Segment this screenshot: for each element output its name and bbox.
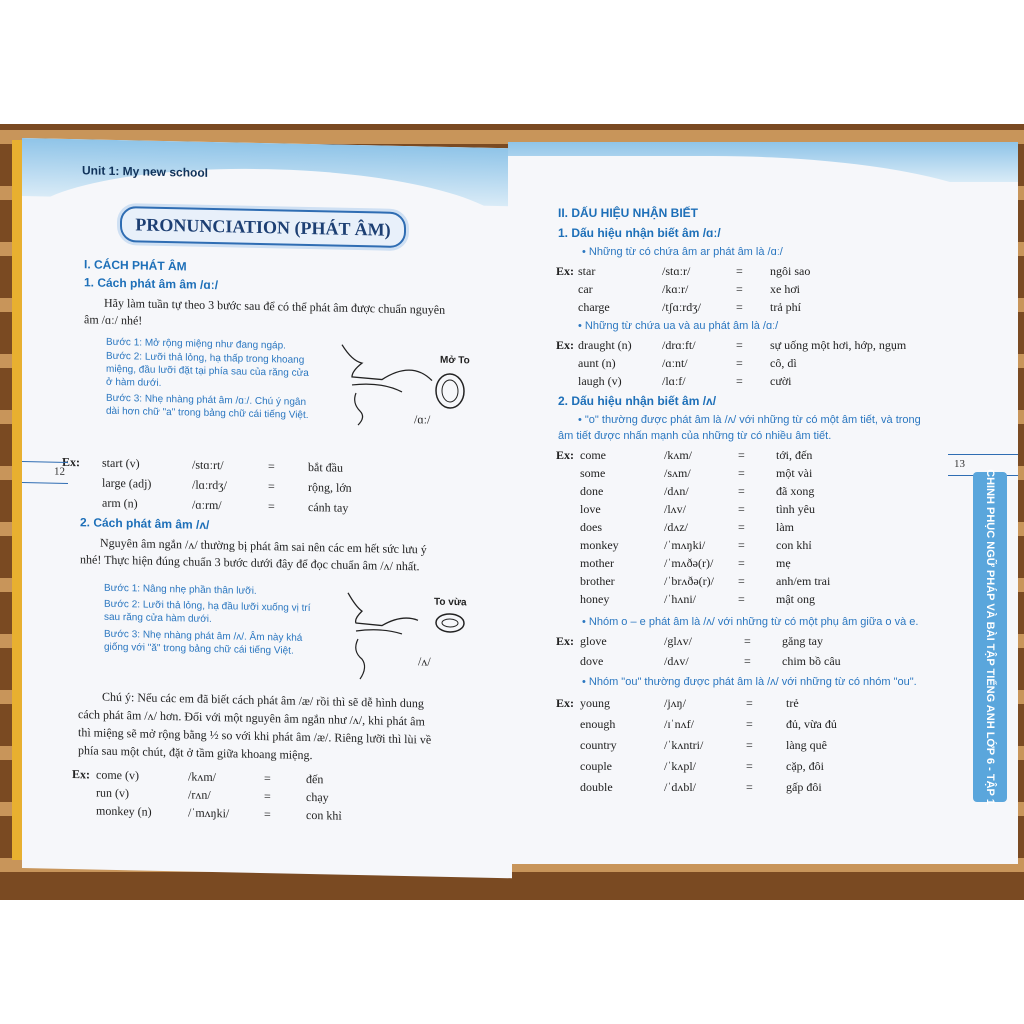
ex-word: large (adj) <box>102 475 152 491</box>
figure-symbol: /ɑː/ <box>414 412 431 427</box>
section-heading: I. CÁCH PHÁT ÂM <box>84 257 187 274</box>
ex-meaning: trẻ <box>786 696 799 710</box>
unit-header: Unit 1: My new school <box>82 163 209 180</box>
ex-word: run (v) <box>96 785 129 801</box>
ex-ipa: /dʌz/ <box>664 520 688 534</box>
page-number: 12 <box>54 465 65 478</box>
ex-ipa: /ˈdʌbl/ <box>664 780 696 794</box>
ex-ipa: /stɑːrt/ <box>192 457 224 473</box>
ex-eq: = <box>746 696 753 710</box>
ex-meaning: cô, dì <box>770 356 797 370</box>
ex-ipa: /sʌm/ <box>664 466 691 480</box>
note-text: cách phát âm /ʌ/ hơn. Đối với một nguyên âm ngắn như /ʌ/, khi phát âm <box>78 707 425 729</box>
ex-ipa: /dʌn/ <box>664 484 689 498</box>
step-text: Bước 1: Mở rộng miệng như đang ngáp. <box>106 336 286 352</box>
page-number: 13 <box>954 458 965 470</box>
ex-ipa: /jʌŋ/ <box>664 696 686 710</box>
subsection-heading: 1. Dấu hiệu nhận biết âm /ɑː/ <box>558 226 721 240</box>
ex-ipa: /glʌv/ <box>664 634 693 648</box>
ex-label: Ex: <box>556 448 574 462</box>
note-text: phía sau một chút, đặt ở tầm giữa khoang miệng. <box>78 743 313 763</box>
ex-eq: = <box>738 502 745 516</box>
ex-meaning: một vài <box>776 466 813 480</box>
figure-label: To vừa <box>434 596 467 609</box>
ex-ipa: /dʌv/ <box>664 654 689 668</box>
ex-meaning: đã xong <box>776 484 815 498</box>
ex-ipa: /lʌv/ <box>664 502 687 516</box>
ex-word: enough <box>580 717 616 731</box>
ex-ipa: /kʌm/ <box>188 769 217 785</box>
ex-word: aunt (n) <box>578 356 616 370</box>
ex-word: come (v) <box>96 767 139 783</box>
intro-text: Nguyên âm ngắn /ʌ/ thường bị phát âm sai nên các em hết sức lưu ý <box>100 535 427 557</box>
ex-ipa: /kɑːr/ <box>662 282 689 296</box>
intro-text: Hãy làm tuần tự theo 3 bước sau để có thể phát âm được chuẩn nguyên <box>104 295 446 317</box>
ex-eq: = <box>736 356 743 370</box>
ex-label: Ex: <box>556 634 574 648</box>
ex-eq: = <box>746 738 753 752</box>
step-text: Bước 2: Lưỡi thả lỏng, hạ thấp trong khoang miệng, đầu lưỡi đặt tại phía sau của răng cửa ở hàm dưới. <box>106 350 309 389</box>
ex-ipa: /ˈkʌntri/ <box>664 738 704 752</box>
ex-meaning: làm <box>776 520 794 534</box>
bullet-text: • Những từ chứa ua và au phát âm là /ɑː/ <box>578 320 779 332</box>
ex-word: car <box>578 282 593 296</box>
ex-meaning: con khỉ <box>306 807 342 823</box>
ex-word: come <box>580 448 606 462</box>
ex-meaning: tình yêu <box>776 502 815 516</box>
section-heading: II. DẤU HIỆU NHẬN BIẾT <box>558 206 699 220</box>
ex-word: dove <box>580 654 604 668</box>
ex-eq: = <box>736 282 743 296</box>
ex-eq: = <box>736 264 743 278</box>
ex-word: couple <box>580 759 612 773</box>
left-page <box>22 138 512 878</box>
ex-eq: = <box>264 807 271 822</box>
side-tab-text: CHINH PHỤC NGỮ PHÁP VÀ BÀI TẬP TIẾNG ANH LỚP 6 - TẬP 1 <box>984 469 996 805</box>
ex-ipa: /ɑːrm/ <box>192 497 222 513</box>
ex-label: Ex: <box>72 767 90 782</box>
note-text: thì miệng sẽ mở rộng bằng ½ so với khi phát âm /æ/. Riêng lưỡi thì lùi về <box>78 725 432 747</box>
ex-ipa: /ˈkʌpl/ <box>664 759 696 773</box>
right-page <box>508 142 1018 864</box>
ex-ipa: /ˈmʌŋki/ <box>664 538 706 552</box>
ex-eq: = <box>736 338 743 352</box>
ex-word: honey <box>580 592 610 606</box>
ex-eq: = <box>744 634 751 648</box>
ex-meaning: ngôi sao <box>770 264 811 278</box>
ex-word: draught (n) <box>578 338 632 352</box>
ex-meaning: cánh tay <box>308 499 349 515</box>
ex-word: star <box>578 264 596 278</box>
ex-eq: = <box>268 459 275 474</box>
note-text: Chú ý: Nếu các em đã biết cách phát âm /æ/ rồi thì sẽ dễ hình dung <box>102 689 424 711</box>
ex-meaning: cặp, đôi <box>786 759 824 773</box>
ex-ipa: /ˈbrʌðə(r)/ <box>664 574 714 588</box>
intro-text: âm /ɑː/ nhé! <box>84 312 143 328</box>
ex-eq: = <box>264 771 271 786</box>
ex-meaning: con khỉ <box>776 538 812 552</box>
pronunciation-title-box <box>120 206 406 248</box>
ex-word: country <box>580 738 617 752</box>
step-text: Bước 2: Lưỡi thả lỏng, hạ đầu lưỡi xuống vị trí sau răng cửa hàm dưới. <box>104 598 311 625</box>
figure-symbol: /ʌ/ <box>418 654 431 669</box>
ex-eq: = <box>738 484 745 498</box>
ex-eq: = <box>738 592 745 606</box>
bullet-text: • "o" thường được phát âm là /ʌ/ với những từ có một âm tiết, và trong <box>578 414 921 426</box>
ex-word: love <box>580 502 601 516</box>
ex-eq: = <box>738 520 745 534</box>
ex-meaning: chim bồ câu <box>782 654 841 668</box>
ex-meaning: sự uống một hơi, hớp, ngụm <box>770 338 907 352</box>
ex-word: mother <box>580 556 614 570</box>
ex-word: young <box>580 696 610 710</box>
ex-meaning: xe hơi <box>770 282 801 296</box>
ex-meaning: làng quê <box>786 738 827 752</box>
bullet-text: • Nhóm o – e phát âm là /ʌ/ với những từ có một phụ âm giữa o và e. <box>582 616 919 628</box>
ex-meaning: mẹ <box>776 556 791 570</box>
ex-eq: = <box>738 574 745 588</box>
ex-word: charge <box>578 300 610 314</box>
step-text: Bước 1: Nâng nhẹ phần thân lưỡi. <box>104 582 257 597</box>
ex-eq: = <box>268 479 275 494</box>
subsection-heading: 1. Cách phát âm âm /ɑː/ <box>84 275 219 293</box>
ex-eq: = <box>268 499 275 514</box>
ex-meaning: tới, đến <box>776 448 813 462</box>
ex-word: some <box>580 466 606 480</box>
ex-meaning: đủ, vừa đủ <box>786 717 837 731</box>
subsection-heading: 2. Dấu hiệu nhận biết âm /ʌ/ <box>558 394 717 408</box>
ex-word: start (v) <box>102 455 140 471</box>
ex-meaning: rộng, lớn <box>308 479 352 495</box>
ex-ipa: /tʃɑːrdʒ/ <box>662 300 701 314</box>
ex-word: monkey (n) <box>96 803 152 819</box>
ex-meaning: anh/em trai <box>776 574 831 588</box>
ex-ipa: /ˈmʌŋki/ <box>188 805 230 821</box>
ex-eq: = <box>736 300 743 314</box>
ex-eq: = <box>738 556 745 570</box>
figure-label: Mở To <box>440 354 470 367</box>
ex-ipa: /lɑːrdʒ/ <box>192 477 227 493</box>
ex-meaning: bắt đầu <box>308 459 343 475</box>
ex-meaning: cười <box>770 374 792 388</box>
intro-text: nhé! Thực hiện đúng chuẩn 3 bước dưới đây để đọc chuẩn âm /ʌ/ nhất. <box>80 552 420 574</box>
ex-ipa: /kʌm/ <box>664 448 693 462</box>
ex-ipa: /ɪˈnʌf/ <box>664 717 694 731</box>
ex-label: Ex: <box>556 264 574 278</box>
step-text: Bước 3: Nhẹ nhàng phát âm /ʌ/. Âm này khá giống với "ă" trong bảng chữ cái tiếng Việt. <box>104 628 303 657</box>
subsection-heading: 2. Cách phát âm âm /ʌ/ <box>80 515 210 532</box>
step-text: Bước 3: Nhẹ nhàng phát âm /ɑː/. Chú ý ngân dài hơn chữ "a" trong bảng chữ cái tiếng Việt. <box>106 392 309 422</box>
ex-meaning: mật ong <box>776 592 815 606</box>
ex-eq: = <box>746 780 753 794</box>
ex-label: Ex: <box>556 696 574 710</box>
ex-label: Ex: <box>556 338 574 352</box>
ex-meaning: gấp đôi <box>786 780 822 794</box>
ex-ipa: /rʌn/ <box>188 787 211 802</box>
ex-word: double <box>580 780 613 794</box>
ex-meaning: trả phí <box>770 300 801 314</box>
ex-ipa: /stɑːr/ <box>662 264 691 278</box>
page-title: PRONUNCIATION (PHÁT ÂM) <box>135 214 391 240</box>
bullet-text: âm tiết được nhấn mạnh của những từ có nhiều âm tiết. <box>558 430 832 442</box>
ex-word: arm (n) <box>102 495 138 511</box>
ex-eq: = <box>746 717 753 731</box>
bullet-text: • Nhóm "ou" thường được phát âm là /ʌ/ với những từ có nhóm "ou". <box>582 676 917 688</box>
ex-eq: = <box>738 538 745 552</box>
ex-word: does <box>580 520 602 534</box>
ex-ipa: /ɑːnt/ <box>662 356 688 370</box>
ex-meaning: đến <box>306 771 324 787</box>
ex-label: Ex: <box>62 454 80 470</box>
ex-word: glove <box>580 634 607 648</box>
ex-eq: = <box>738 448 745 462</box>
ex-eq: = <box>738 466 745 480</box>
ex-eq: = <box>264 789 271 804</box>
ex-ipa: /drɑːft/ <box>662 338 696 352</box>
ex-word: monkey <box>580 538 619 552</box>
ex-meaning: găng tay <box>782 634 823 648</box>
ex-meaning: chạy <box>306 789 329 805</box>
bullet-text: • Những từ có chứa âm ar phát âm là /ɑː/ <box>582 246 783 258</box>
ex-ipa: /ˈmʌðə(r)/ <box>664 556 714 570</box>
ex-word: brother <box>580 574 615 588</box>
ex-eq: = <box>736 374 743 388</box>
ex-eq: = <box>746 759 753 773</box>
ex-word: done <box>580 484 604 498</box>
ex-eq: = <box>744 654 751 668</box>
ex-word: laugh (v) <box>578 374 622 388</box>
ex-ipa: /lɑːf/ <box>662 374 686 388</box>
ex-ipa: /ˈhʌni/ <box>664 592 696 606</box>
